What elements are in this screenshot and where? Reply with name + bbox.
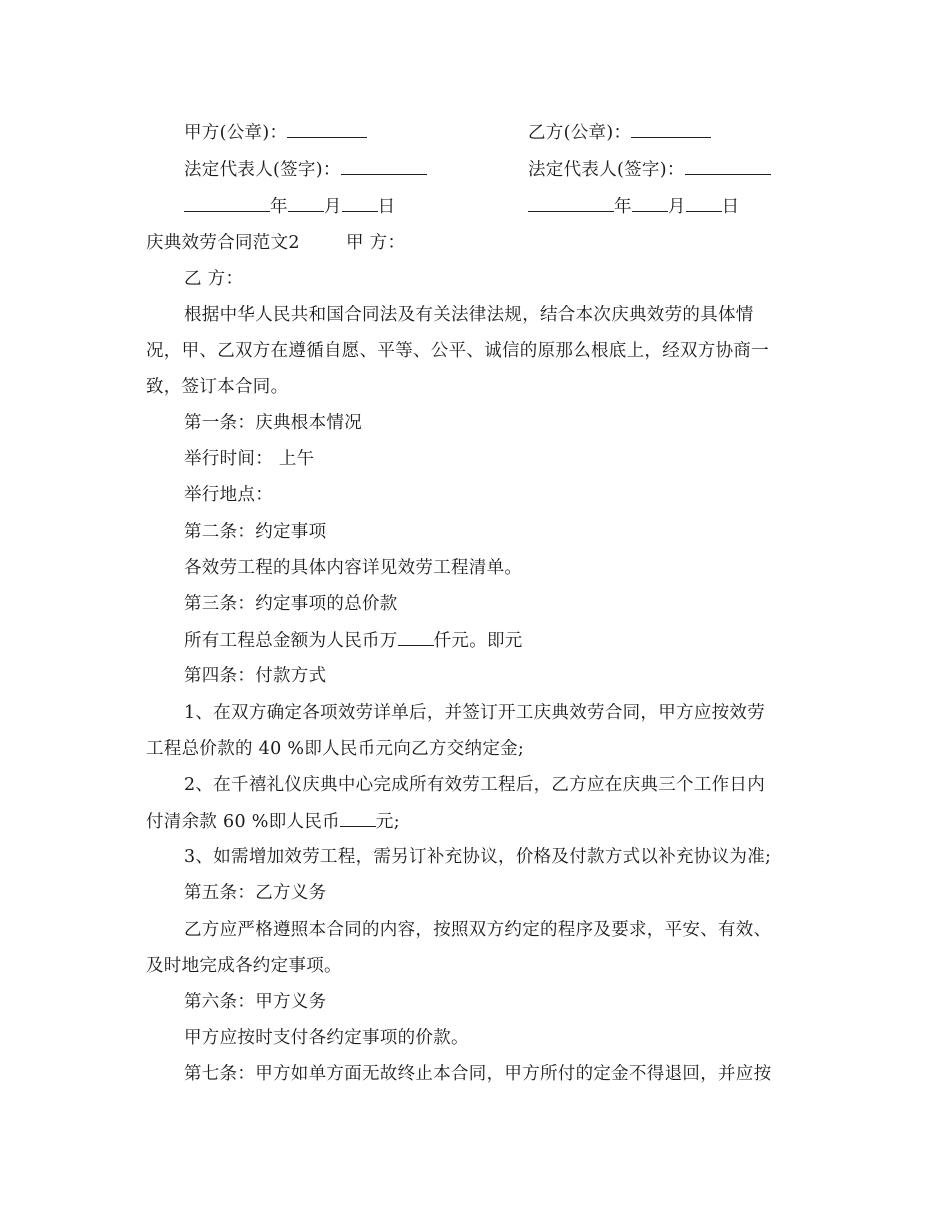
party-b-label: 乙 方： <box>184 269 244 289</box>
article-1-title: 第一条：庆典根本情况 <box>184 413 362 433</box>
article-4-item-2-b: 元; <box>375 812 400 832</box>
article-1-place: 举行地点： <box>184 485 273 505</box>
article-4-item-2-cont <box>146 809 400 834</box>
article-7-line: 第七条：甲方如单方面无故终止本合同，甲方所付的定金不得退回，并应按 <box>184 1064 772 1084</box>
day-label: 日 <box>377 197 396 217</box>
party-a-seal-blank <box>287 120 367 138</box>
article-3-body-a: 所有工程总金额为人民币万 <box>184 631 398 651</box>
article-1-time: 举行时间： 上午 <box>184 449 315 469</box>
document-title: 庆典效劳合同范文2 <box>146 233 300 253</box>
legal-rep-a-blank <box>341 157 427 175</box>
article-3-title: 第三条：约定事项的总价款 <box>184 594 398 614</box>
legal-rep-a-line <box>184 157 427 182</box>
intro-line: 致，签订本合同。 <box>146 377 289 397</box>
article-6-title: 第六条：甲方义务 <box>184 992 327 1012</box>
legal-rep-b-label: 法定代表人(签字)： <box>528 160 685 180</box>
article-5-body-cont: 及时地完成各约定事项。 <box>146 956 342 976</box>
article-4-item-1: 1、在双方确定各项效劳详单后，并签订开工庆典效劳合同，甲方应按效劳 <box>184 703 766 723</box>
party-a-seal-line <box>184 120 367 145</box>
legal-rep-a-label: 法定代表人(签字)： <box>184 160 341 180</box>
party-b-seal-line <box>528 120 711 145</box>
article-3-body <box>184 628 523 653</box>
date-line-a <box>184 194 395 219</box>
party-a-label: 甲 方： <box>346 233 406 253</box>
party-b-seal-label: 乙方(公章)： <box>528 123 632 143</box>
month-label: 月 <box>667 197 686 217</box>
article-4-title: 第四条：付款方式 <box>184 666 327 686</box>
intro-line: 况，甲、乙双方在遵循自愿、平等、公平、诚信的原那么根底上，经双方协商一 <box>146 341 769 361</box>
article-3-body-b: 仟元。即元 <box>433 631 523 651</box>
legal-rep-b-blank <box>685 157 771 175</box>
article-4-item-3: 3、如需增加效劳工程，需另订补充协议，价格及付款方式以补充协议为准; <box>184 847 772 867</box>
year-label: 年 <box>270 197 288 217</box>
article-2-body: 各效劳工程的具体内容详见效劳工程清单。 <box>184 558 523 578</box>
date-line-b <box>528 194 739 219</box>
article-4-item-1-cont: 工程总价款的 40 %即人民币元向乙方交纳定金; <box>146 739 525 759</box>
month-blank <box>288 194 324 212</box>
party-b-seal-blank <box>631 120 711 138</box>
month-blank <box>632 194 668 212</box>
day-blank <box>342 194 378 212</box>
day-blank <box>686 194 722 212</box>
year-label: 年 <box>614 197 632 217</box>
article-6-body: 甲方应按时支付各约定事项的价款。 <box>184 1028 469 1048</box>
article-5-title: 第五条：乙方义务 <box>184 883 327 903</box>
month-label: 月 <box>323 197 342 217</box>
article-2-title: 第二条：约定事项 <box>184 522 327 542</box>
legal-rep-b-line <box>528 157 771 182</box>
article-4-item-2-a: 付清余款 60 %即人民币 <box>146 812 340 832</box>
party-a-seal-label: 甲方(公章)： <box>184 123 288 143</box>
intro-line: 根据中华人民共和国合同法及有关法律法规，结合本次庆典效劳的具体情 <box>184 305 754 325</box>
year-blank <box>528 194 614 212</box>
amount-blank <box>398 628 434 646</box>
day-label: 日 <box>721 197 740 217</box>
year-blank <box>184 194 270 212</box>
balance-blank <box>340 809 376 827</box>
article-5-body: 乙方应严格遵照本合同的内容，按照双方约定的程序及要求，平安、有效、 <box>184 920 772 940</box>
article-4-item-2: 2、在千禧礼仪庆典中心完成所有效劳工程后，乙方应在庆典三个工作日内 <box>184 775 766 795</box>
